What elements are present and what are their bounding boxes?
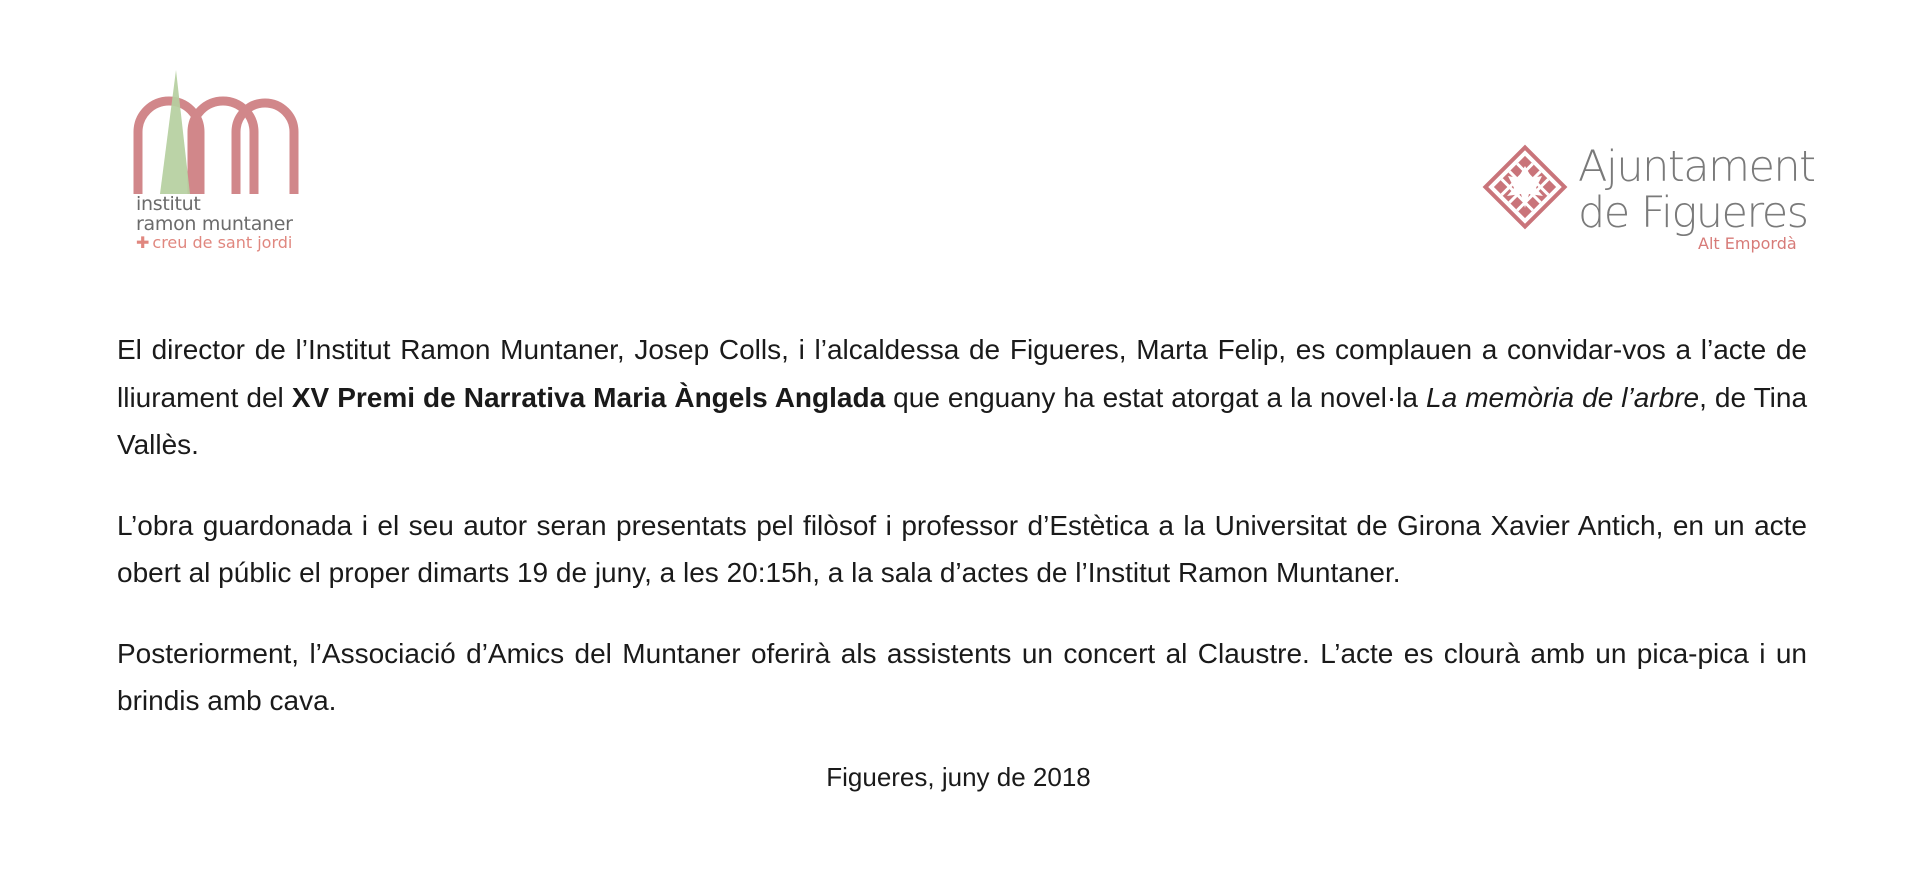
institut-logo-line3-text: creu de sant jordi bbox=[152, 233, 293, 252]
institut-ramon-muntaner-logo bbox=[132, 70, 332, 250]
figueres-emblem-icon bbox=[1482, 144, 1568, 230]
paragraph-1-part2: que enguany ha estat atorgat a la novel·la bbox=[885, 381, 1427, 413]
figueres-logo-line1: Ajuntament bbox=[1578, 142, 1815, 192]
figueres-logo-region: Alt Empordà bbox=[1698, 234, 1797, 253]
institut-logo-line1: institut bbox=[136, 193, 201, 215]
figueres-logo-text bbox=[1578, 144, 1815, 236]
institut-logo-line2: ramon muntaner bbox=[136, 213, 293, 235]
figueres-logo-line2: de Figueres bbox=[1578, 188, 1808, 238]
paragraph-1-part3: , de Tina Vallès. bbox=[117, 381, 1808, 460]
paragraph-1-part1: El director de l’Institut Ramon Muntaner, Josep Colls, i l’alcaldessa de Figueres, Marta Felip, es complauen a convidar-vos a l’acte de lliurament del bbox=[117, 334, 1807, 413]
novel-title: La memòria de l’arbre bbox=[1426, 381, 1700, 413]
ajuntament-figueres-logo bbox=[1482, 140, 1815, 260]
institut-logo-text bbox=[136, 194, 293, 252]
paragraph-2: L’obra guardonada i el seu autor seran presentats pel filòsof i professor d’Estètica a la Universitat de Girona Xavier Antich, en un acte obert al públic el proper dimarts 19 de juny, a les 20:15h, a la sala d’actes de l’Institut Ramon Muntaner. bbox=[117, 509, 1807, 588]
institut-logo-graphic bbox=[132, 70, 302, 196]
cross-icon: ✚ bbox=[136, 233, 150, 252]
award-name: XV Premi de Narrativa Maria Àngels Anglada bbox=[291, 381, 886, 413]
dateline: Figueres, juny de 2018 bbox=[826, 762, 1091, 792]
institut-logo-line3 bbox=[136, 234, 293, 252]
invitation-body bbox=[117, 326, 1807, 758]
paragraph-3: Posteriorment, l’Associació d’Amics del Muntaner oferirà als assistents un concert al Claustre. L’acte es clourà amb un pica-pica i un brindis amb cava. bbox=[117, 637, 1807, 716]
paragraph-1 bbox=[117, 326, 1807, 469]
